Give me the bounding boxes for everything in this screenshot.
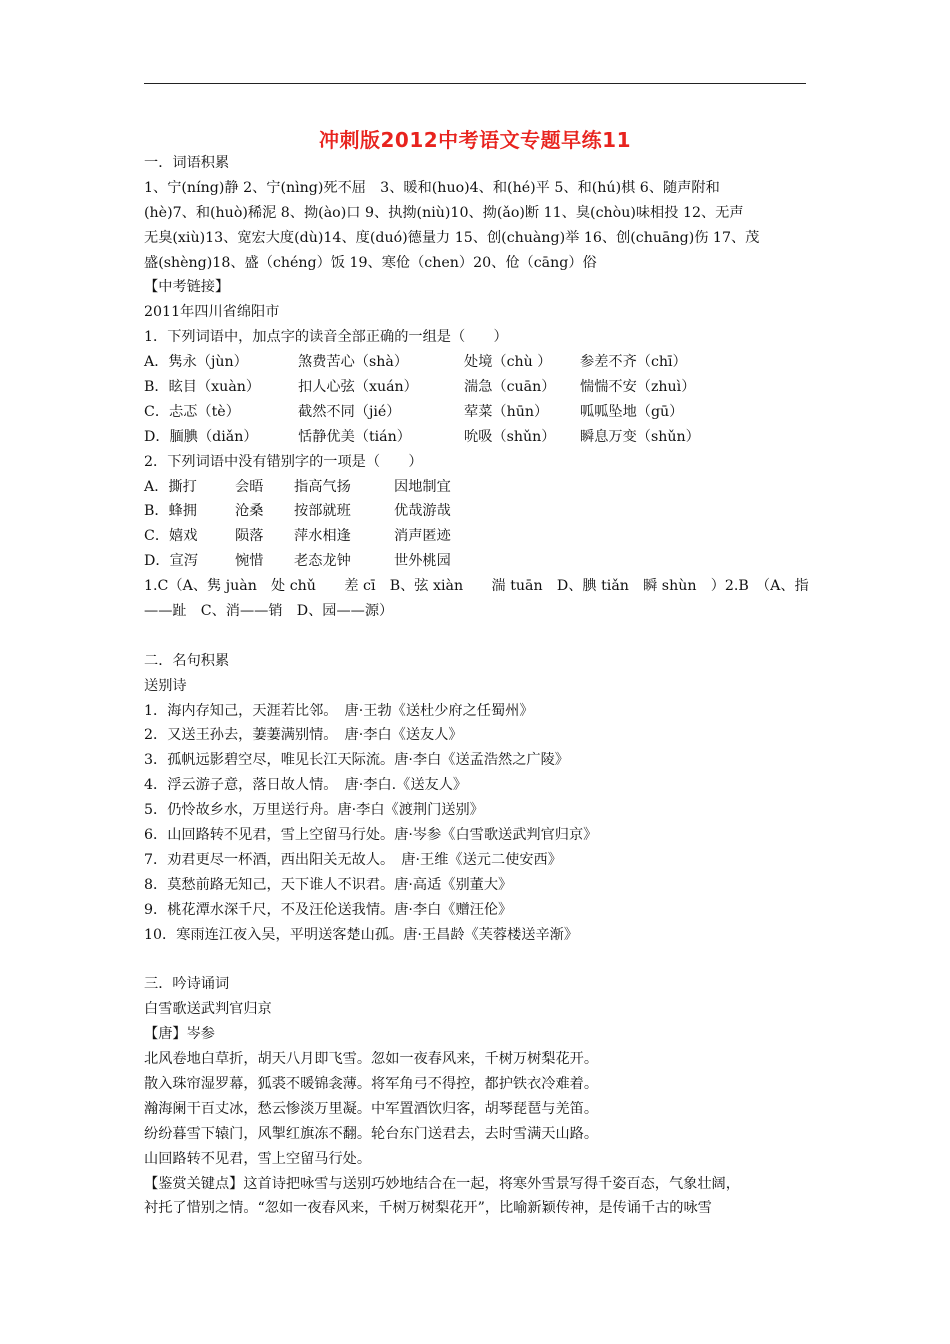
option-cell: 荤菜（hūn）: [464, 403, 549, 420]
option-cell: 优哉游哉: [394, 503, 451, 520]
option-cell: 指高气扬: [294, 478, 351, 495]
header-rule: [144, 83, 806, 84]
option-cell: 消声匿迹: [394, 528, 451, 545]
poem-author: 【唐】岑参: [144, 1026, 215, 1043]
answer-line: ——趾 C、消——销 D、园——源）: [144, 603, 394, 620]
exam-source: 2011年四川省绵阳市: [144, 304, 280, 321]
quote-line: 4．浮云游子意，落日故人情。 唐·李白.《送友人》: [144, 777, 468, 794]
appreciation-line: 【鉴赏关键点】这首诗把咏雪与送别巧妙地结合在一起，将寒外雪景写得千姿百态，气象壮阔，: [144, 1175, 740, 1192]
quote-line: 5．仍怜故乡水，万里送行舟。唐·李白《渡荆门送别》: [144, 802, 484, 819]
option-cell: 按部就班: [294, 503, 351, 520]
question-1-option: [144, 350, 824, 375]
document-body: [144, 151, 824, 1221]
section1-line: 盛(shèng)18、盛（chéng）饭 19、寒伧（chen）20、伧（cāng）俗: [144, 254, 597, 271]
question-1-option: [144, 425, 824, 450]
option-cell: C．嬉戏: [144, 528, 198, 545]
option-cell: 会晤: [235, 478, 264, 495]
option-cell: 因地制宜: [394, 478, 451, 495]
option-cell: D．腼腆（diǎn）: [144, 428, 258, 445]
poem-line: 散入珠帘湿罗幕，狐裘不暖锦衾薄。将军角弓不得控，都护铁衣冷难着。: [144, 1075, 599, 1092]
quote-line: 10．寒雨连江夜入吴，平明送客楚山孤。唐·王昌龄《芙蓉楼送辛渐》: [144, 926, 579, 943]
option-cell: 吮吸（shǔn）: [464, 428, 556, 445]
option-cell: D．宣泻: [144, 553, 198, 570]
option-cell: B．蜂拥: [144, 503, 197, 520]
option-cell: 煞费苦心（shà）: [298, 354, 409, 371]
section2-subheading: 送别诗: [144, 677, 187, 694]
appreciation-line: 衬托了惜别之情。“忽如一夜春风来，千树万树梨花开”，比喻新颖传神，是传诵千古的咏雪: [144, 1200, 712, 1217]
poem-line: 瀚海阑干百丈冰，愁云惨淡万里凝。中军置酒饮归客，胡琴琵琶与羌笛。: [144, 1100, 599, 1117]
spacer: [144, 948, 824, 973]
quote-line: 8．莫愁前路无知己，天下谁人不识君。唐·高适《别董大》: [144, 876, 513, 893]
section1-line: 无臭(xiù)13、宽宏大度(dù)14、度(duó)德量力 15、创(chuàng)举 16、创(chuāng)伤 17、茂: [144, 229, 760, 246]
question-1-option: [144, 375, 824, 400]
option-cell: 世外桃园: [394, 553, 451, 570]
option-cell: 呱呱坠地（gū）: [580, 403, 684, 420]
question-2-option: [144, 499, 824, 524]
option-cell: 湍急（cuān）: [464, 379, 556, 396]
option-cell: 惴惴不安（zhuì）: [580, 379, 696, 396]
question-2-option: [144, 549, 824, 574]
option-cell: A．撕打: [144, 478, 197, 495]
quote-line: 6．山回路转不见君，雪上空留马行处。唐·岑参《白雪歌送武判官归京》: [144, 827, 598, 844]
option-cell: 处境（chù ）: [464, 354, 552, 371]
question-2-stem: 2．下列词语中没有错别字的一项是（ ）: [144, 453, 423, 470]
quote-line: 2．又送王孙去，萋萋满别情。 唐·李白《送友人》: [144, 727, 463, 744]
poem-line: 山回路转不见君，雪上空留马行处。: [144, 1150, 372, 1167]
poem-line: 北风卷地白草折，胡天八月即飞雪。忽如一夜春风来，千树万树梨花开。: [144, 1051, 599, 1068]
option-cell: B．眩目（xuàn）: [144, 379, 261, 396]
question-2-option: [144, 475, 824, 500]
option-cell: A．隽永（jùn）: [144, 354, 248, 371]
poem-title: 白雪歌送武判官归京: [144, 1001, 272, 1018]
option-cell: 恬静优美（tián）: [298, 428, 411, 445]
page-title: 冲刺版2012中考语文专题早练11: [319, 128, 631, 152]
option-cell: 老态龙钟: [294, 553, 351, 570]
section1-heading: 一．词语积累: [144, 155, 230, 171]
option-cell: 截然不同（jié）: [298, 403, 401, 420]
section2-heading: 二．名句积累: [144, 652, 230, 669]
option-cell: 惋惜: [235, 553, 264, 570]
quote-line: 3．孤帆远影碧空尽，唯见长江天际流。唐·李白《送孟浩然之广陵》: [144, 752, 569, 769]
section1-line: 1、宁(níng)静 2、宁(nìng)死不屈 3、暖和(huo)4、和(hé)平 5、和(hú)棋 6、随声附和: [144, 179, 720, 196]
answer-line: 1.C（A、隽 juàn 处 chǔ 差 cī B、弦 xiàn 湍 tuān D、腆 tiǎn 瞬 shùn ）2.B （A、指: [144, 578, 809, 595]
poem-line: 纷纷暮雪下辕门，风掣红旗冻不翻。轮台东门送君去，去时雪满天山路。: [144, 1125, 599, 1142]
spacer: [144, 624, 824, 649]
quote-line: 1．海内存知己，天涯若比邻。 唐·王勃《送杜少府之任蜀州》: [144, 702, 534, 719]
question-1-stem: 1．下列词语中，加点字的读音全部正确的一组是（ ）: [144, 329, 508, 346]
exam-link-heading: 【中考链接】: [144, 279, 230, 296]
option-cell: 陨落: [235, 528, 264, 545]
option-cell: 参差不齐（chī）: [580, 354, 687, 371]
quote-line: 7．劝君更尽一杯酒，西出阳关无故人。 唐·王维《送元二使安西》: [144, 851, 562, 868]
quote-line: 9．桃花潭水深千尺，不及汪伦送我情。唐·李白《赠汪伦》: [144, 901, 513, 918]
option-cell: 扣人心弦（xuán）: [298, 379, 418, 396]
option-cell: 瞬息万变（shǔn）: [580, 428, 700, 445]
question-1-option: [144, 400, 824, 425]
question-2-option: [144, 524, 824, 549]
option-cell: C．忐忑（tè）: [144, 403, 240, 420]
option-cell: 沧桑: [235, 503, 264, 520]
option-cell: 萍水相逢: [294, 528, 351, 545]
section3-heading: 三．吟诗诵词: [144, 976, 230, 993]
section1-line: (hè)7、和(huò)稀泥 8、拗(ào)口 9、执拗(niù)10、拗(ǎo)断 11、臭(chòu)味相投 12、无声: [144, 204, 744, 221]
